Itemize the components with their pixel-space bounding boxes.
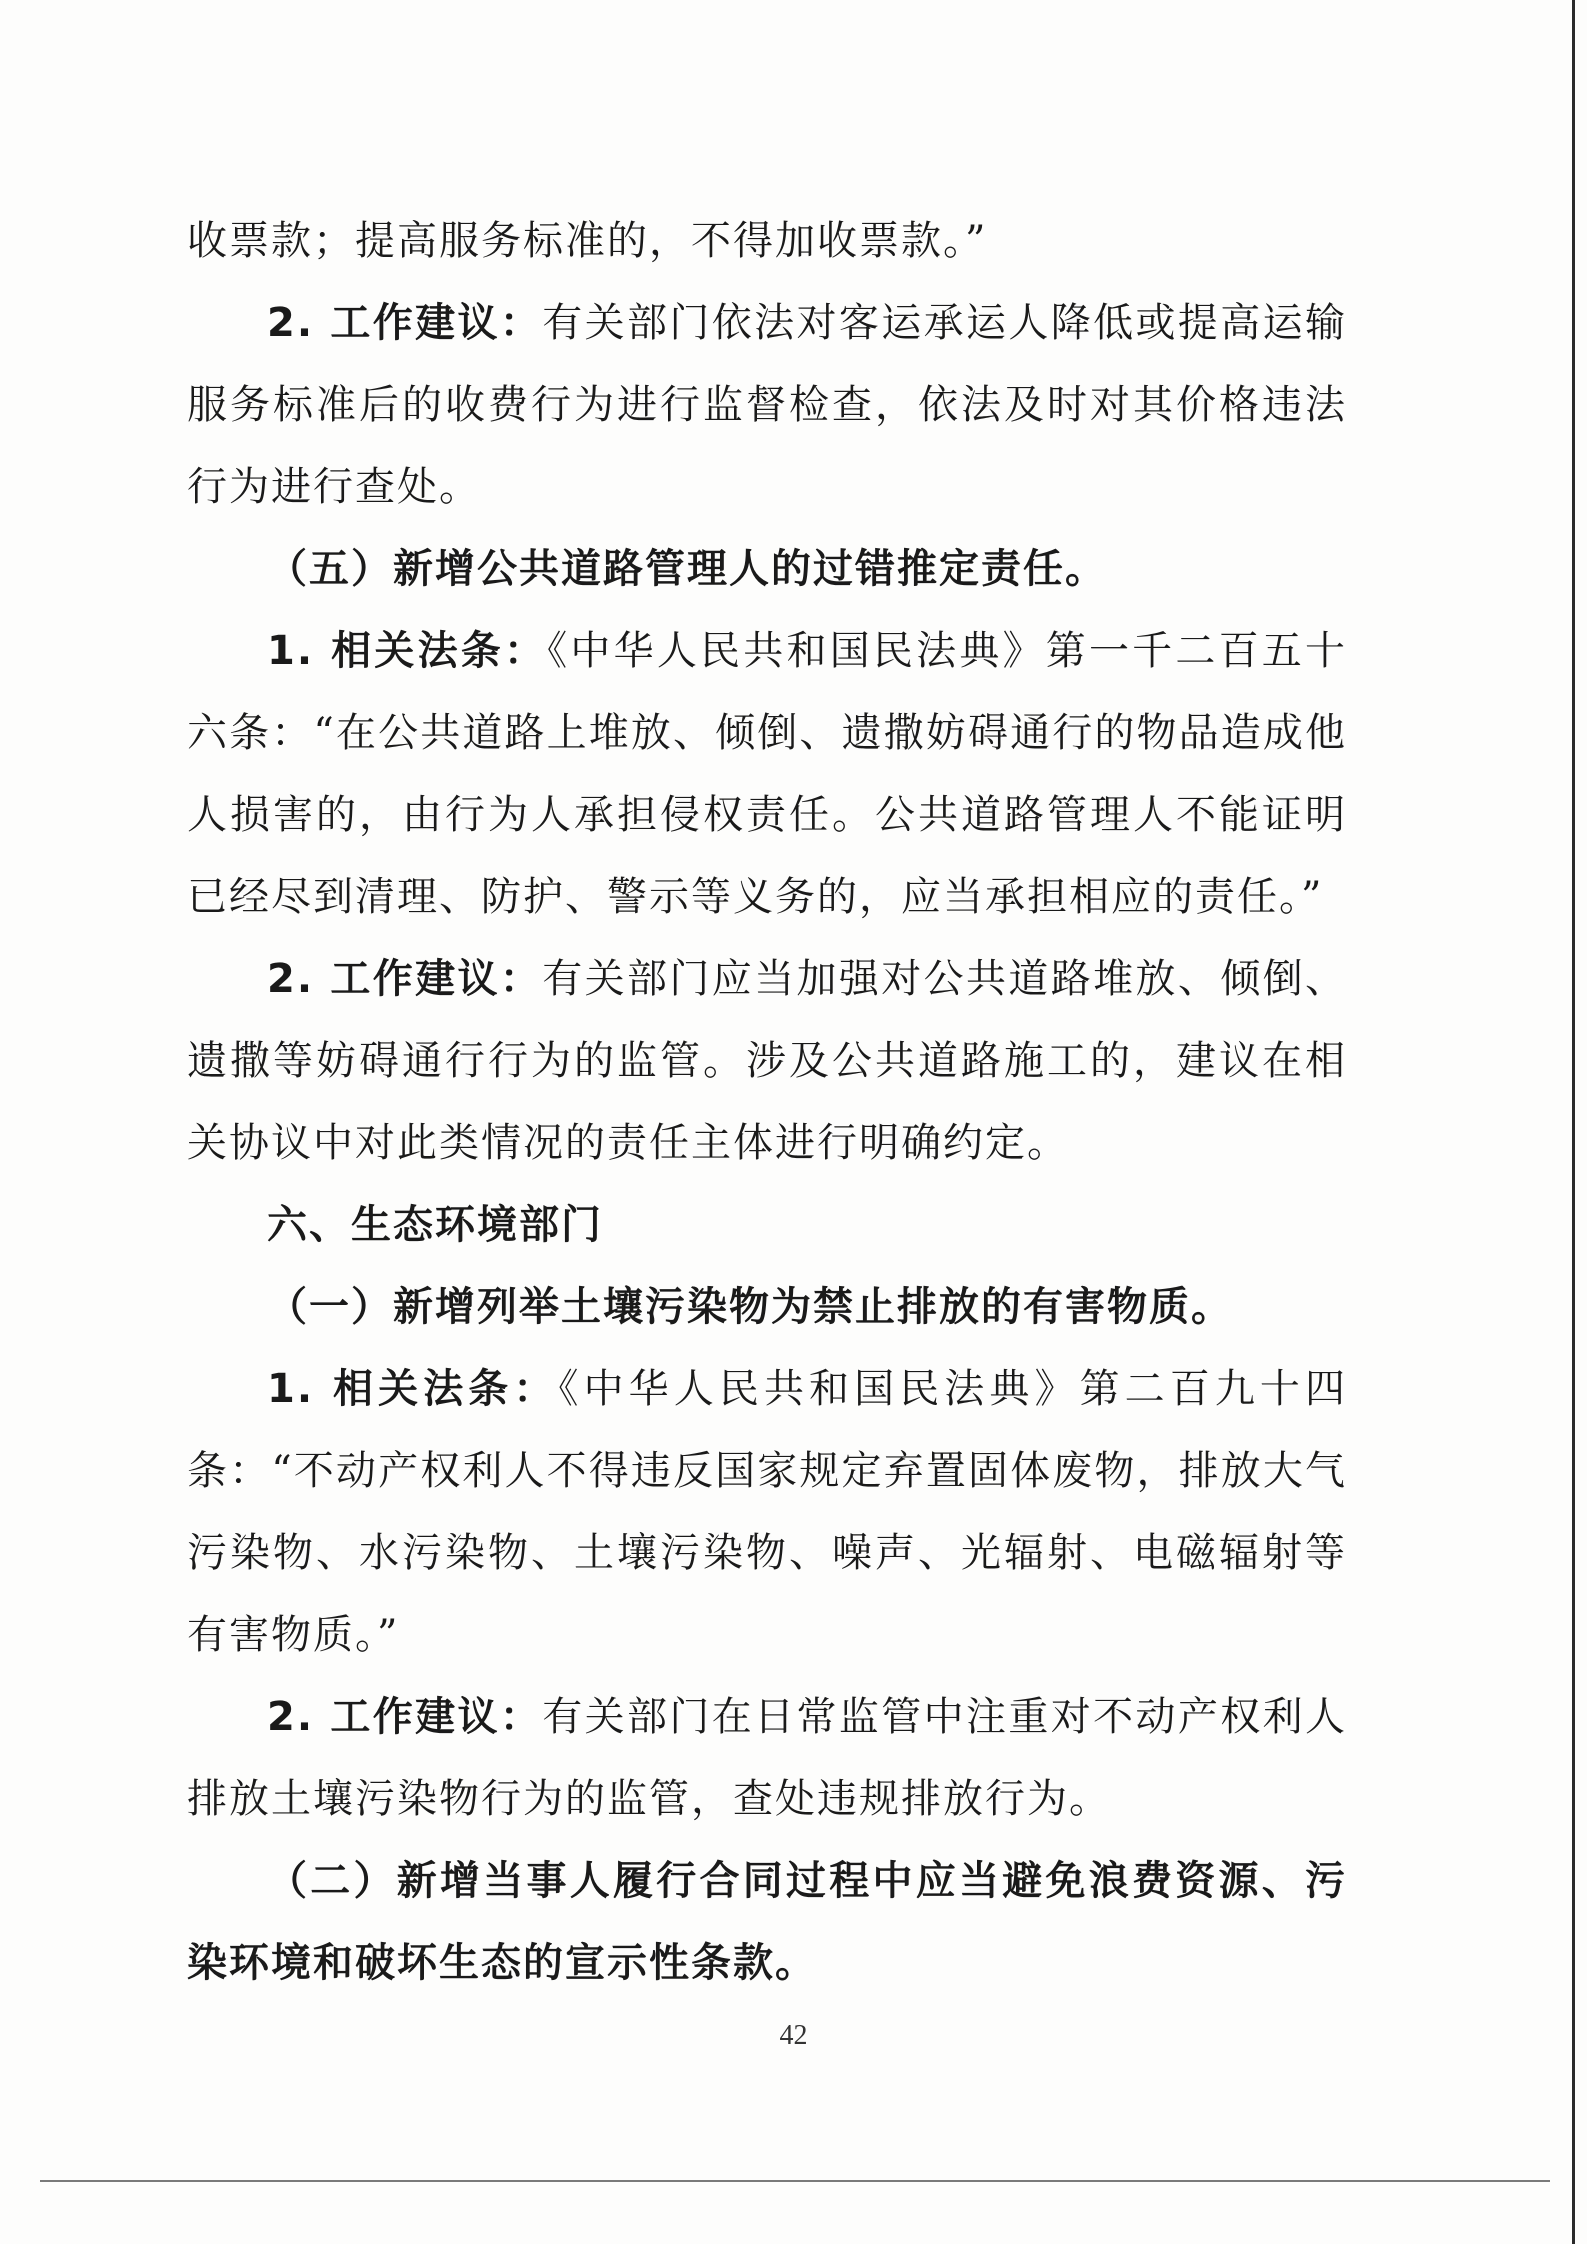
paragraph-text: 《中华人民共和国民法典》第一千二百五十六条：“在公共道路上堆放、倾倒、遗撒妨碍通行的物品造成他人损害的，由行为人承担侵权责任。公共道路管理人不能证明已经尽到清理、防护、警示等义务的，应当承担相应的责任。” bbox=[187, 628, 1348, 920]
paragraph-work-suggestion bbox=[187, 1676, 1347, 1840]
paragraph-label: 1. 相关法条： bbox=[267, 628, 548, 674]
paragraph-text: 有关部门应当加强对公共道路堆放、倾倒、遗撒等妨碍通行行为的监管。涉及公共道路施工的，建议在相关协议中对此类情况的责任主体进行明确约定。 bbox=[187, 956, 1348, 1166]
scan-edge-right bbox=[1572, 0, 1575, 2244]
paragraph-continuation bbox=[187, 200, 1347, 282]
section-heading-1 bbox=[187, 1266, 1347, 1348]
paragraph-label: 2. 工作建议： bbox=[267, 956, 543, 1002]
department-heading bbox=[187, 1184, 1347, 1266]
page-number: 42 bbox=[779, 2020, 808, 2051]
document-body bbox=[187, 200, 1347, 2004]
paragraph-related-law bbox=[187, 1348, 1347, 1676]
heading-text: （一）新增列举土壤污染物为禁止排放的有害物质。 bbox=[267, 1284, 1233, 1330]
paragraph-text: 有关部门依法对客运承运人降低或提高运输服务标准后的收费行为进行监督检查，依法及时对其价格违法行为进行查处。 bbox=[187, 300, 1348, 510]
paragraph-text: 《中华人民共和国民法典》第二百九十四条：“不动产权利人不得违反国家规定弃置固体废物，排放大气污染物、水污染物、土壤污染物、噪声、光辐射、电磁辐射等有害物质。” bbox=[187, 1366, 1348, 1658]
paragraph-related-law bbox=[187, 610, 1347, 938]
paragraph-text: 有关部门在日常监管中注重对不动产权利人排放土壤污染物行为的监管，查处违规排放行为。 bbox=[187, 1694, 1348, 1822]
paragraph-work-suggestion bbox=[187, 282, 1347, 528]
paragraph-label: 2. 工作建议： bbox=[267, 300, 543, 346]
heading-text: （五）新增公共道路管理人的过错推定责任。 bbox=[267, 546, 1107, 592]
paragraph-work-suggestion bbox=[187, 938, 1347, 1184]
heading-text: （二）新增当事人履行合同过程中应当避免浪费资源、污染环境和破坏生态的宣示性条款。 bbox=[187, 1858, 1347, 1986]
section-heading-2 bbox=[187, 1840, 1347, 2004]
paragraph-text: 收票款；提高服务标准的，不得加收票款。” bbox=[187, 218, 988, 264]
paragraph-label: 2. 工作建议： bbox=[267, 1694, 543, 1740]
heading-text: 六、生态环境部门 bbox=[267, 1202, 603, 1248]
paragraph-label: 1. 相关法条： bbox=[267, 1366, 559, 1412]
section-heading-5 bbox=[187, 528, 1347, 610]
scan-edge-bottom bbox=[40, 2180, 1550, 2182]
